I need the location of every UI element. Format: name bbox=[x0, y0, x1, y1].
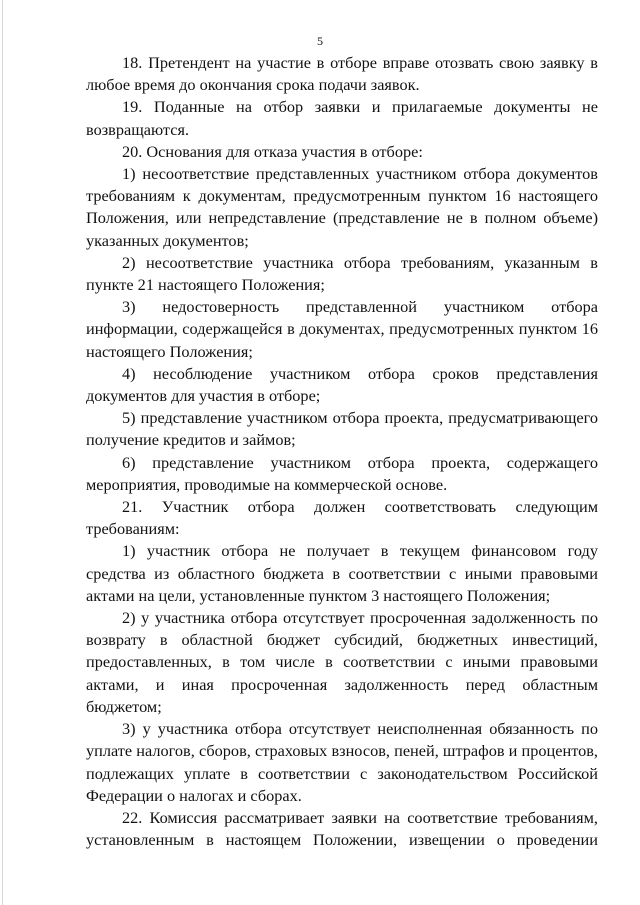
document-body bbox=[86, 52, 598, 851]
paragraph-21-item-3: 3) у участника отбора отсутствует неисполненная обязанность по уплате налогов, сборов, страховых взносов, пеней, штрафов и процентов, подлежащих уплате в соответствии с законодательством Российской Федерации о налогах и сборах. bbox=[86, 719, 598, 805]
paragraph-20-item-5: 5) представление участником отбора проекта, предусматривающего получение кредитов и займов; bbox=[86, 408, 598, 450]
paragraph-20-item-2: 2) несоответствие участника отбора требованиям, указанным в пункте 21 настоящего Положения; bbox=[86, 252, 598, 295]
paragraph-21-item-2: 2) у участника отбора отсутствует просроченная задолженность по возврату в областной бюджет субсидий, бюджетных инвестиций, предоставленных, в том числе в соответствии с иными правовыми актами, и иная просроченная задолженность перед областным бюджетом; bbox=[86, 608, 598, 716]
paragraph-20-item-6: 6) представление участником отбора проекта, содержащего мероприятия, проводимые на коммерческой основе. bbox=[86, 452, 598, 494]
paragraph-19: 19. Поданные на отбор заявки и прилагаемые документы не возвращаются. bbox=[86, 97, 598, 139]
paragraph-20-item-4: 4) несоблюдение участником отбора сроков представления документов для участия в отборе; bbox=[86, 363, 598, 406]
paragraph-22: 22. Комиссия рассматривает заявки на соответствие требованиям, установленным в настоящем Положении, извещении о проведении bbox=[86, 807, 598, 850]
page-number: 5 bbox=[317, 34, 323, 48]
scan-edge-line bbox=[2, 0, 3, 905]
paragraph-21-item-1: 1) участник отбора не получает в текущем финансовом году средства из областного бюджета в соответствии с иными правовыми актами на цели, установленные пунктом 3 настоящего Положения; bbox=[86, 541, 598, 605]
paragraph-21: 21. Участник отбора должен соответствовать следующим требованиям: bbox=[86, 497, 598, 539]
paragraph-20: 20. Основания для отказа участия в отборе: bbox=[122, 141, 423, 161]
paragraph-20-item-3: 3) недостоверность представленной участником отбора информации, содержащейся в документах, предусмотренных пунктом 16 настоящего Положения; bbox=[86, 297, 598, 361]
paragraph-20-item-1: 1) несоответствие представленных участником отбора документов требованиям к документам, предусмотренным пунктом 16 настоящего Положения, или непредставление (представление не в полном объеме) указанных документов; bbox=[86, 164, 598, 250]
paragraph-18: 18. Претендент на участие в отборе вправе отозвать свою заявку в любое время до окончания срока подачи заявок. bbox=[86, 53, 598, 95]
